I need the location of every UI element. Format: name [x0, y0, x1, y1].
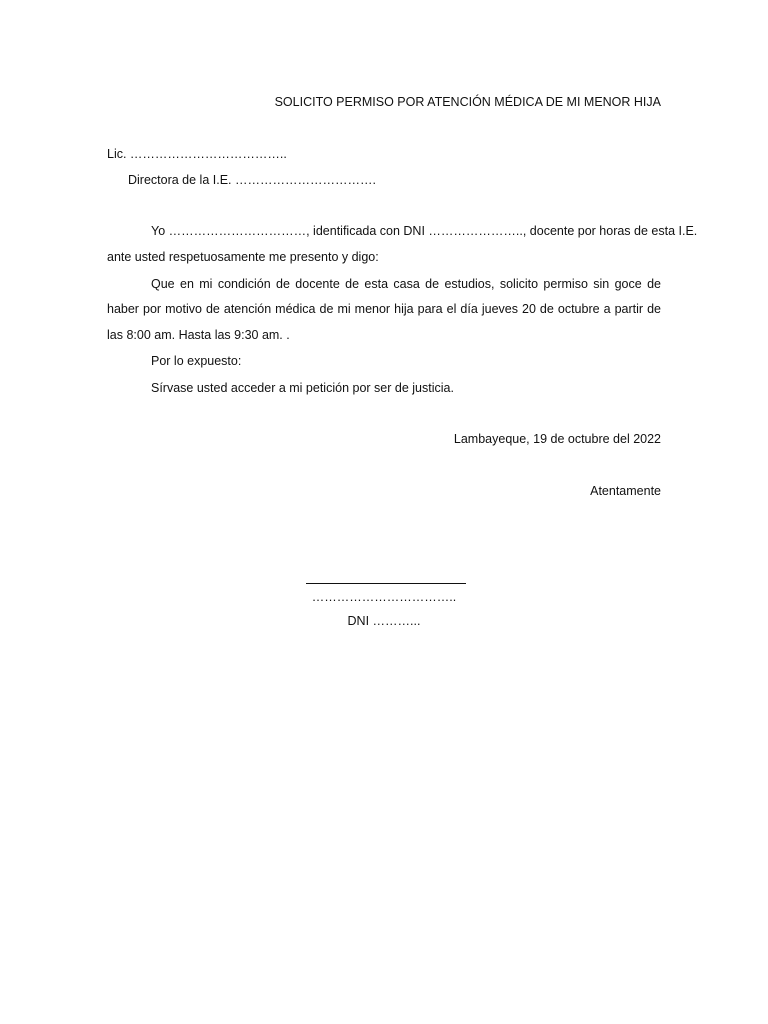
signature-name-line: ……………………………..: [311, 590, 457, 604]
body-paragraph-2-line-2: haber por motivo de atención médica de mi menor hija para el día jueves 20 de octubre a partir de: [107, 302, 661, 316]
body-paragraph-2-line-3: las 8:00 am. Hasta las 9:30 am. .: [107, 328, 290, 342]
closing: Atentamente: [590, 484, 661, 498]
body-paragraph-1-line-1: Yo ……………………………, identificada con DNI ………………….., docente por horas de esta I.E.: [151, 224, 698, 238]
body-paragraph-3: Por lo expuesto:: [151, 354, 242, 368]
signature-dni-line: DNI ………...: [347, 614, 421, 628]
body-paragraph-2-line-1: Que en mi condición de docente de esta casa de estudios, solicito permiso sin goce de: [151, 277, 661, 291]
body-paragraph-1-line-2: ante usted respetuosamente me presento y digo:: [107, 250, 379, 264]
document-title: SOLICITO PERMISO POR ATENCIÓN MÉDICA DE MI MENOR HIJA: [274, 95, 661, 109]
signature-line: [306, 583, 466, 584]
place-date: Lambayeque, 19 de octubre del 2022: [453, 432, 661, 446]
recipient-role-line: Directora de la I.E. …………………………….: [128, 173, 376, 187]
body-paragraph-4: Sírvase usted acceder a mi petición por ser de justicia.: [151, 381, 454, 395]
recipient-name-line: Lic. ………………………………..: [107, 147, 287, 161]
